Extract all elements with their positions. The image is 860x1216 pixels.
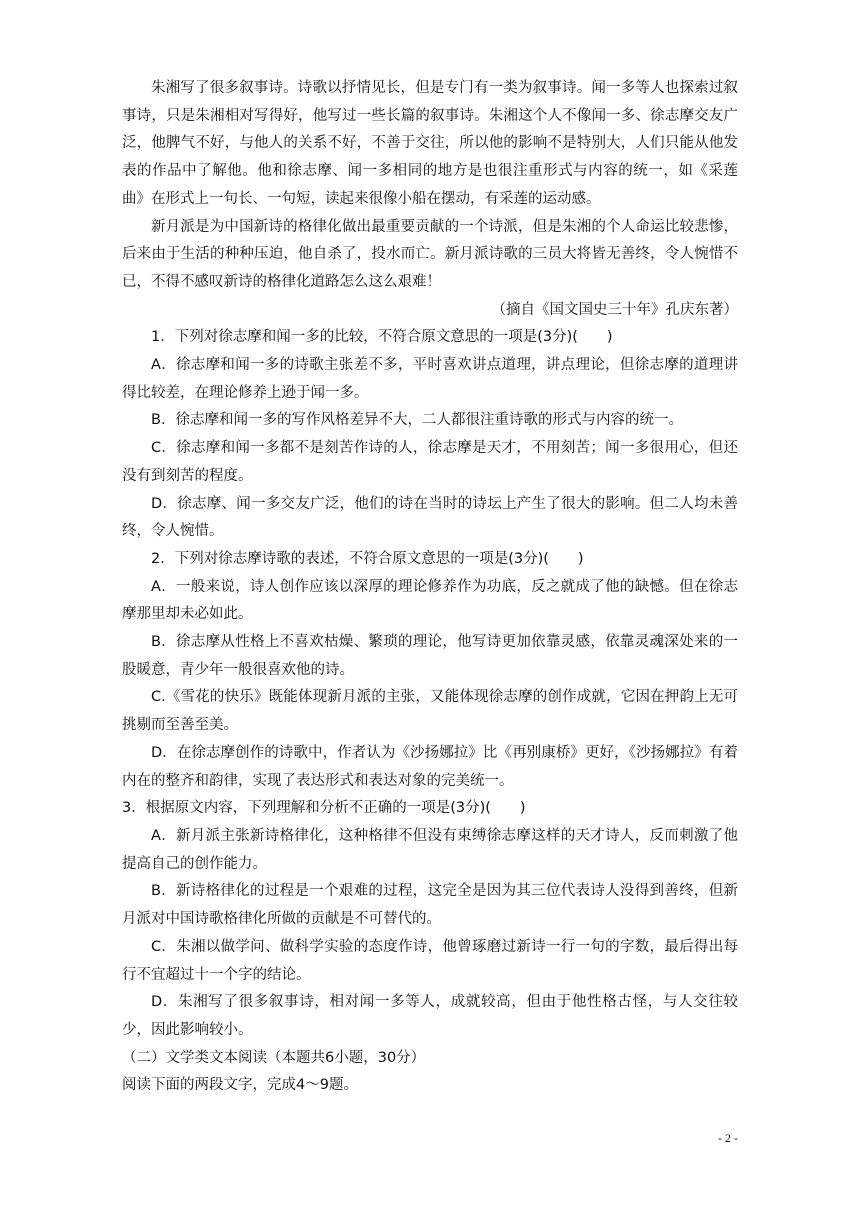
question-2-option-b: B．徐志摩从性格上不喜欢枯燥、繁琐的理论，他写诗更加依靠灵感，依靠灵魂深处来的一股暖意，青少年一般很喜欢他的诗。 [122,634,738,678]
article-paragraph-1: 朱湘写了很多叙事诗。诗歌以抒情见长，但是专门有一类为叙事诗。闻一多等人也探索过叙事诗，只是朱湘相对写得好，他写过一些长篇的叙事诗。朱湘这个人不像闻一多、徐志摩交友广泛，他脾气不好，与他人的关系不好，不善于交往，所以他的影响不是特别大，人们只能从他发表的作品中了解他。他和徐志摩、闻一多相同的地方是也很注重形式与内容的统一，如《采莲曲》在形式上一句长、一句短，读起来很像小船在摆动，有采莲的运动感。 [122,80,738,207]
question-2-option-c: C.《雪花的快乐》既能体现新月派的主张，又能体现徐志摩的创作成就，它因在押韵上无可挑剔而至善至美。 [122,689,738,734]
article-paragraph-2: 新月派是为中国新诗的格律化做出最重要贡献的一个诗派，但是朱湘的个人命运比较悲惨，后来由于生活的种种压迫，他自杀了，投水而亡。新月派诗歌的三员大将皆无善终，令人惋惜不已，不得不感叹新诗的格律化道路怎么这么艰难！ [122,218,738,290]
question-1-option-c: C．徐志摩和闻一多都不是刻苦作诗的人，徐志摩是天才，不用刻苦；闻一多很用心，但还没有到刻苦的程度。 [122,440,738,484]
question-3-option-d: D．朱湘写了很多叙事诗，相对闻一多等人，成就较高，但由于他性格古怪，与人交往较少，因此影响较小。 [122,994,738,1038]
section-title: （二）文学类文本阅读（本题共6小题，30分） [122,1049,426,1066]
question-2-option-a: A．一般来说，诗人创作应该以深厚的理论修养作为功底，反之就成了他的缺憾。但在徐志摩那里却未必如此。 [122,578,738,623]
question-1-option-a: A．徐志摩和闻一多的诗歌主张差不多，平时喜欢讲点道理，讲点理论，但徐志摩的道理讲得比较差，在理论修养上逊于闻一多。 [122,357,738,401]
question-1-option-b: B．徐志摩和闻一多的写作风格差异不大，二人都很注重诗歌的形式与内容的统一。 [151,412,683,429]
question-1-stem: 1．下列对徐志摩和闻一多的比较，不符合原文意思的一项是(3分)( ) [151,329,613,346]
page-number: - 2 - [718,1131,738,1145]
question-2-option-d: D．在徐志摩创作的诗歌中，作者认为《沙扬娜拉》比《再别康桥》更好，《沙扬娜拉》有着内在的整齐和韵律，实现了表达形式和表达对象的完美统一。 [122,744,738,789]
question-3-option-b: B．新诗格律化的过程是一个艰难的过程，这完全是因为其三位代表诗人没得到善终，但新月派对中国诗歌格律化所做的贡献是不可替代的。 [122,883,738,928]
question-2-stem: 2．下列对徐志摩诗歌的表述，不符合原文意思的一项是(3分)( ) [151,550,584,567]
section-instruction: 阅读下面的两段文字，完成4～9题。 [122,1077,358,1094]
question-3-stem: 3．根据原文内容，下列理解和分析不正确的一项是(3分)( ) [122,800,526,817]
question-3-option-a: A．新月派主张新诗格律化，这种格律不但没有束缚徐志摩这样的天才诗人，反而刺激了他提高自己的创作能力。 [122,827,738,872]
page-content [122,75,738,1100]
question-1-option-d: D．徐志摩、闻一多交友广泛，他们的诗在当时的诗坛上产生了很大的影响。但二人均未善终，令人惋惜。 [122,495,738,540]
question-3-option-c: C．朱湘以做学问、做科学实验的态度作诗，他曾琢磨过新诗一行一句的字数，最后得出每行不宜超过十一个字的结论。 [122,938,738,983]
article-source: （摘自《国文国史三十年》孔庆东著） [491,301,738,318]
